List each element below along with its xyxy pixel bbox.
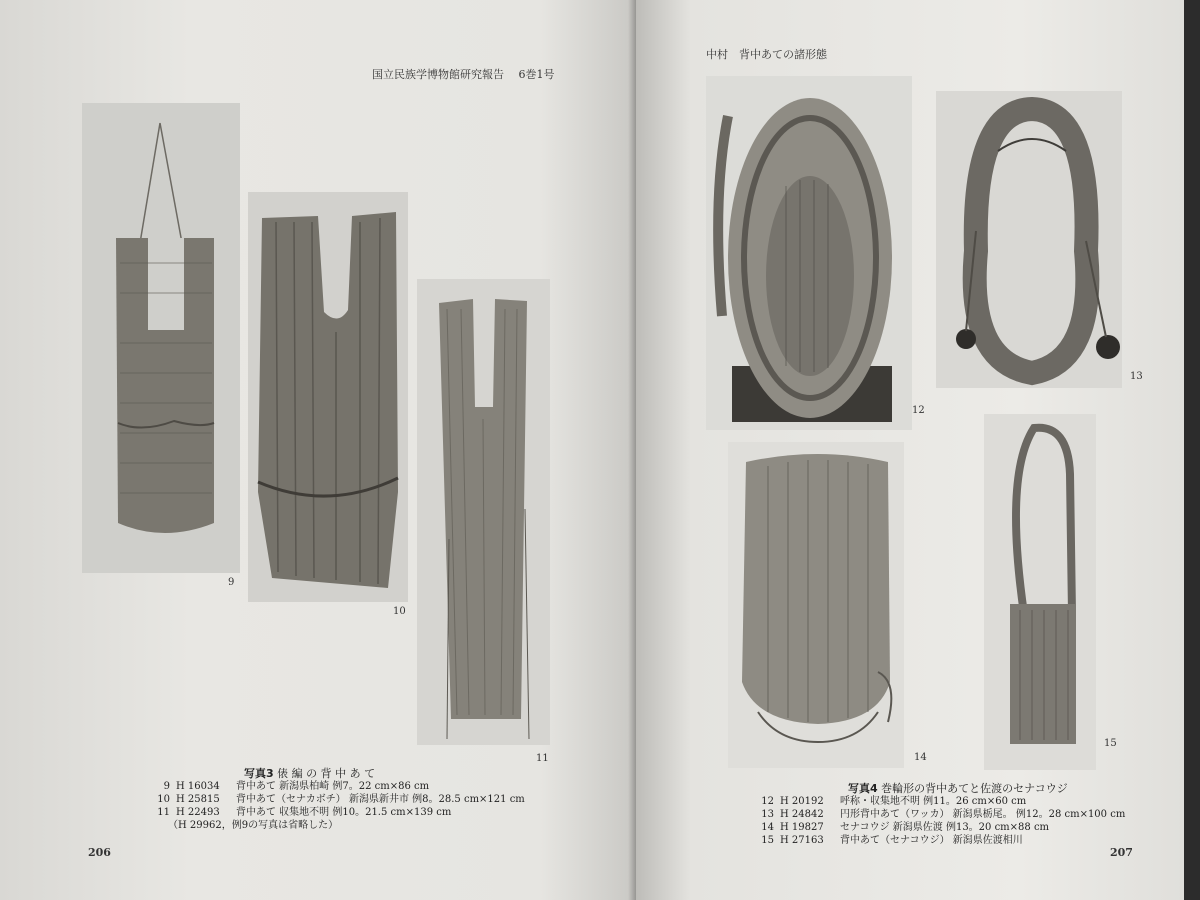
photo-15 <box>984 414 1096 770</box>
photo-caption <box>154 767 525 832</box>
caption-title-text: 俵 編 の 背 中 あ て <box>277 767 376 780</box>
caption-row-text: 背中あて 収集地不明 例10。21.5 cm×139 cm <box>236 807 452 818</box>
carrying-bag-15-image <box>984 414 1096 770</box>
caption-row-text: セナコウジ 新潟県佐渡 例13。20 cm×88 cm <box>840 822 1050 833</box>
figure-number-15: 15 <box>1104 738 1117 749</box>
straw-backpad-10-image <box>248 192 408 602</box>
caption-row-id: H 27163 <box>780 835 824 846</box>
caption-row-number: 11 <box>157 807 170 818</box>
caption-row-number: 15 <box>761 835 774 846</box>
caption-row <box>758 795 1125 808</box>
photo-caption <box>758 782 1125 847</box>
page-number: 207 <box>1110 846 1133 859</box>
straw-backpad-9-image <box>82 103 240 573</box>
figure-number-13: 13 <box>1130 371 1143 382</box>
caption-row-id: H 24842 <box>780 809 824 820</box>
caption-note <box>168 819 525 832</box>
page-number: 206 <box>88 846 111 859</box>
caption-title <box>244 767 525 780</box>
photo-10 <box>248 192 408 602</box>
straw-backpad-14-image <box>728 442 904 768</box>
caption-row-number: 13 <box>761 809 774 820</box>
caption-row <box>154 793 525 806</box>
caption-row-text: 背中あて（セナカボチ） 新潟県新井市 例8。28.5 cm×121 cm <box>236 794 525 805</box>
figure-number-9: 9 <box>228 577 235 588</box>
figure-number-10: 10 <box>393 606 406 617</box>
caption-row <box>154 806 525 819</box>
caption-row <box>758 808 1125 821</box>
figure-number-14: 14 <box>914 752 927 763</box>
figure-number-12: 12 <box>912 405 925 416</box>
caption-row <box>758 834 1125 847</box>
photo-12 <box>706 76 912 430</box>
caption-row-id: H 19827 <box>780 822 824 833</box>
desk-edge <box>1184 0 1200 900</box>
photo-13 <box>936 91 1122 388</box>
caption-row-text: 円形背中あて（ワッカ） 新潟県栃尾。 例12。28 cm×100 cm <box>840 809 1126 820</box>
photo-14 <box>728 442 904 768</box>
figure-number-11: 11 <box>536 753 549 764</box>
caption-row-number: 12 <box>761 796 774 807</box>
straw-backpad-11-image <box>417 279 550 745</box>
caption-row-id: H 22493 <box>176 807 220 818</box>
caption-row-text: 背中あて 新潟県柏崎 例7。22 cm×86 cm <box>236 781 430 792</box>
running-header: 国立民族学博物館研究報告 6巻1号 <box>372 68 555 81</box>
running-header: 中村 背中あての諸形態 <box>706 48 827 61</box>
caption-row-number: 10 <box>157 794 170 805</box>
coil-backpad-12-image <box>706 76 912 430</box>
ring-backpad-13-image <box>936 91 1122 388</box>
caption-label: 写真3 <box>244 767 274 780</box>
caption-row-id: H 16034 <box>176 781 220 792</box>
caption-row-number: 9 <box>163 781 170 792</box>
caption-row-id: H 20192 <box>780 796 824 807</box>
photo-11 <box>417 279 550 745</box>
caption-label: 写真4 <box>848 782 878 795</box>
caption-row <box>758 821 1125 834</box>
caption-row-number: 14 <box>761 822 774 833</box>
photo-9 <box>82 103 240 573</box>
caption-row <box>154 780 525 793</box>
caption-row-text: 呼称・収集地不明 例11。26 cm×60 cm <box>840 796 1027 807</box>
caption-row-text: 背中あて（セナコウジ） 新潟県佐渡相川 <box>840 835 1023 846</box>
caption-title-text: 巻輪形の背中あてと佐渡のセナコウジ <box>881 782 1068 795</box>
caption-row-id: H 25815 <box>176 794 220 805</box>
caption-title <box>848 782 1125 795</box>
caption-note-text: （H 29962，例9の写真は省略した） <box>168 820 339 831</box>
right-page <box>636 0 1184 900</box>
